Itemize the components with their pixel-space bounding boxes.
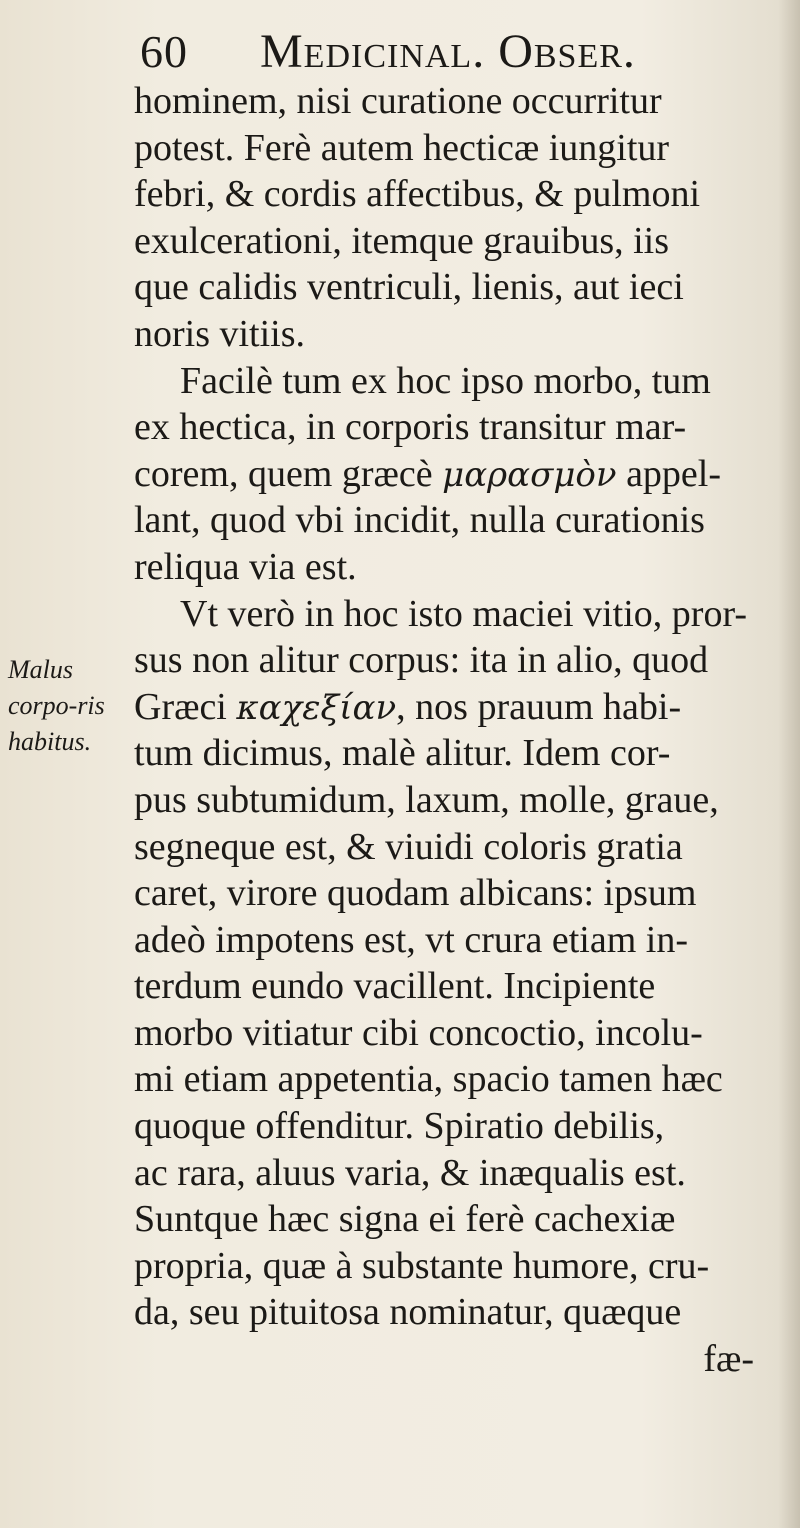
margin-note-line: corpo-ris — [8, 691, 105, 720]
text-line: mi etiam appetentia, spacio tamen hæc — [134, 1058, 723, 1101]
text-fragment: , nos prauum habi- — [396, 685, 682, 728]
text-line: da, seu pituitosa nominatur, quæque — [134, 1291, 682, 1334]
text-line: noris vitiis. — [134, 312, 306, 355]
text-line — [134, 684, 784, 731]
text-fragment: Græci — [134, 685, 227, 728]
running-title: Medicinal. Obser. — [260, 25, 636, 78]
text-line: ex hectica, in corporis transitur mar- — [134, 406, 687, 449]
text-line: segneque est, & viuidi coloris gratia — [134, 825, 683, 868]
text-line — [134, 451, 784, 498]
page-header — [140, 22, 790, 82]
page-number: 60 — [140, 26, 188, 77]
text-line: reliqua via est. — [134, 545, 357, 588]
text-line: morbo vitiatur cibi concoctio, incolu- — [134, 1011, 703, 1054]
text-line: Suntque hæc signa ei ferè cachexiæ — [134, 1198, 676, 1241]
text-line: Facilè tum ex hoc ipso morbo, tum — [180, 359, 711, 402]
greek-word: μαρασμὸν — [442, 454, 617, 495]
text-line: terdum eundo vacillent. Incipiente — [134, 965, 656, 1008]
text-line: pus subtumidum, laxum, molle, graue, — [134, 778, 719, 821]
catchword: fæ- — [703, 1338, 754, 1381]
text-fragment: appel- — [616, 452, 722, 495]
text-line: que calidis ventriculi, lienis, aut ieci — [134, 266, 684, 309]
text-line: Vt verò in hoc isto maciei vitio, pror- — [180, 592, 747, 635]
text-line: caret, virore quodam albicans: ipsum — [134, 872, 697, 915]
text-line: ac rara, aluus varia, & inæqualis est. — [134, 1151, 686, 1194]
text-line: lant, quod vbi incidit, nulla curationis — [134, 499, 705, 542]
text-line: tum dicimus, malè alitur. Idem cor- — [134, 732, 671, 775]
text-line: exulcerationi, itemque grauibus, iis — [134, 219, 670, 262]
margin-note-line: Malus — [8, 655, 73, 684]
margin-note — [8, 652, 128, 760]
margin-note-line: habitus. — [8, 727, 92, 756]
text-fragment: corem, quem græcè — [134, 452, 433, 495]
text-line: potest. Ferè autem hecticæ iungitur — [134, 126, 670, 169]
body-text — [134, 78, 784, 1383]
text-line: sus non alitur corpus: ita in alio, quod — [134, 639, 709, 682]
text-line: quoque offenditur. Spiratio debilis, — [134, 1105, 665, 1148]
text-line: febri, & cordis affectibus, & pulmoni — [134, 173, 701, 216]
text-line: propria, quæ à substante humore, cru- — [134, 1244, 710, 1287]
text-line: hominem, nisi curatione occurritur — [134, 80, 662, 122]
greek-word: καχεξίαν — [236, 687, 397, 728]
text-line: adeò impotens est, vt crura etiam in- — [134, 918, 688, 961]
